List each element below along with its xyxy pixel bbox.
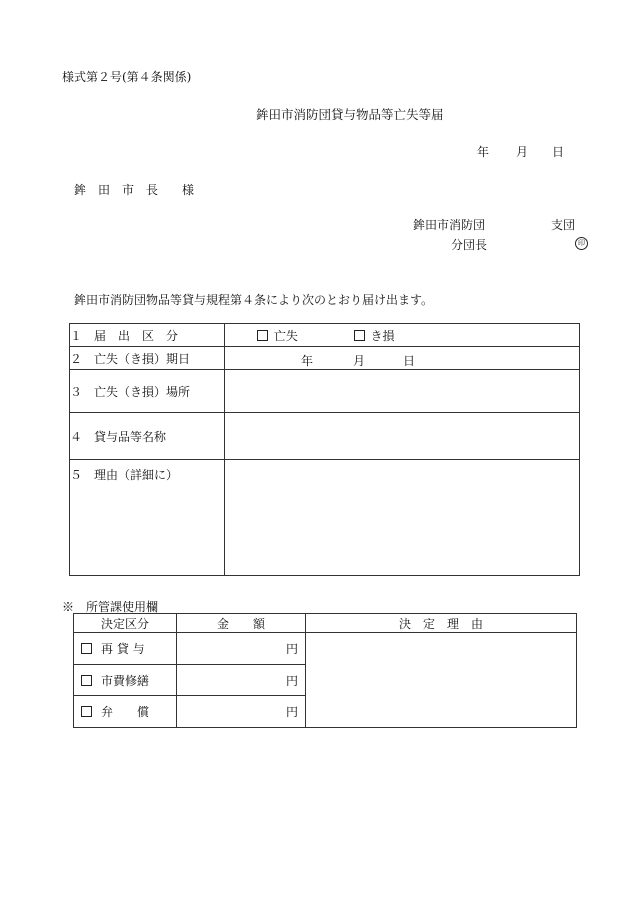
compensation-amount[interactable]: 円 (177, 696, 306, 728)
date-month-unit: 月 (353, 354, 366, 368)
report-form-table (69, 323, 580, 576)
compensation-label: 弁 償 (101, 705, 150, 719)
reason-header: 決 定 理 由 (306, 614, 577, 633)
date-field[interactable] (225, 347, 580, 370)
compensation-option (74, 696, 177, 728)
relend-option (74, 633, 177, 665)
reason-field[interactable] (225, 460, 580, 576)
lost-option-label: 亡失 (273, 328, 298, 343)
repair-option (74, 665, 177, 696)
item-name-field[interactable] (225, 413, 580, 460)
form-label-reason: ５ 理由（詳細に） (70, 460, 225, 576)
form-row-category (70, 324, 580, 347)
seal-mark: 印 (575, 237, 588, 250)
office-row-relend (74, 633, 577, 665)
relend-label: 再 貸 与 (101, 642, 145, 656)
office-header-row (74, 614, 577, 633)
lost-checkbox[interactable] (257, 330, 268, 341)
date-year-label: 年 (477, 145, 490, 159)
document-title: 鉾田市消防団貸与物品等亡失等届 (256, 107, 444, 122)
repair-amount[interactable]: 円 (177, 665, 306, 696)
category-options (225, 324, 580, 347)
place-field[interactable] (225, 370, 580, 413)
office-use-table (73, 613, 577, 728)
form-label-date: ２ 亡失（き損）期日 (70, 347, 225, 370)
compensation-checkbox[interactable] (81, 706, 92, 717)
damaged-checkbox[interactable] (354, 330, 365, 341)
sender-branch: 支団 (551, 218, 576, 232)
amount-header: 金 額 (177, 614, 306, 633)
form-label-category: １ 届 出 区 分 (70, 324, 225, 347)
form-row-place (70, 370, 580, 413)
form-label-place: ３ 亡失（き損）場所 (70, 370, 225, 413)
damaged-option-label: き損 (370, 328, 395, 343)
date-month-label: 月 (516, 145, 529, 159)
sender-brigade: 鉾田市消防団 (413, 218, 486, 232)
form-number: 様式第２号(第４条関係) (62, 70, 192, 84)
date-year-unit: 年 (301, 354, 314, 368)
form-row-item-name (70, 413, 580, 460)
repair-checkbox[interactable] (81, 675, 92, 686)
form-row-reason (70, 460, 580, 576)
date-day-unit: 日 (403, 354, 416, 368)
addressee: 鉾 田 市 長 様 (74, 183, 195, 197)
repair-label: 市費修繕 (101, 673, 150, 688)
form-label-item-name: ４ 貸与品等名称 (70, 413, 225, 460)
office-use-note: ※ 所管課使用欄 (62, 600, 159, 614)
form-row-date (70, 347, 580, 370)
intro-text: 鉾田市消防団物品等貸与規程第４条により次のとおり届け出ます。 (74, 293, 434, 307)
decision-header: 決定区分 (74, 614, 177, 633)
relend-checkbox[interactable] (81, 643, 92, 654)
sender-leader: 分団長 (451, 238, 488, 252)
relend-amount[interactable]: 円 (177, 633, 306, 665)
date-day-label: 日 (552, 145, 565, 159)
decision-reason-field[interactable] (306, 633, 577, 728)
